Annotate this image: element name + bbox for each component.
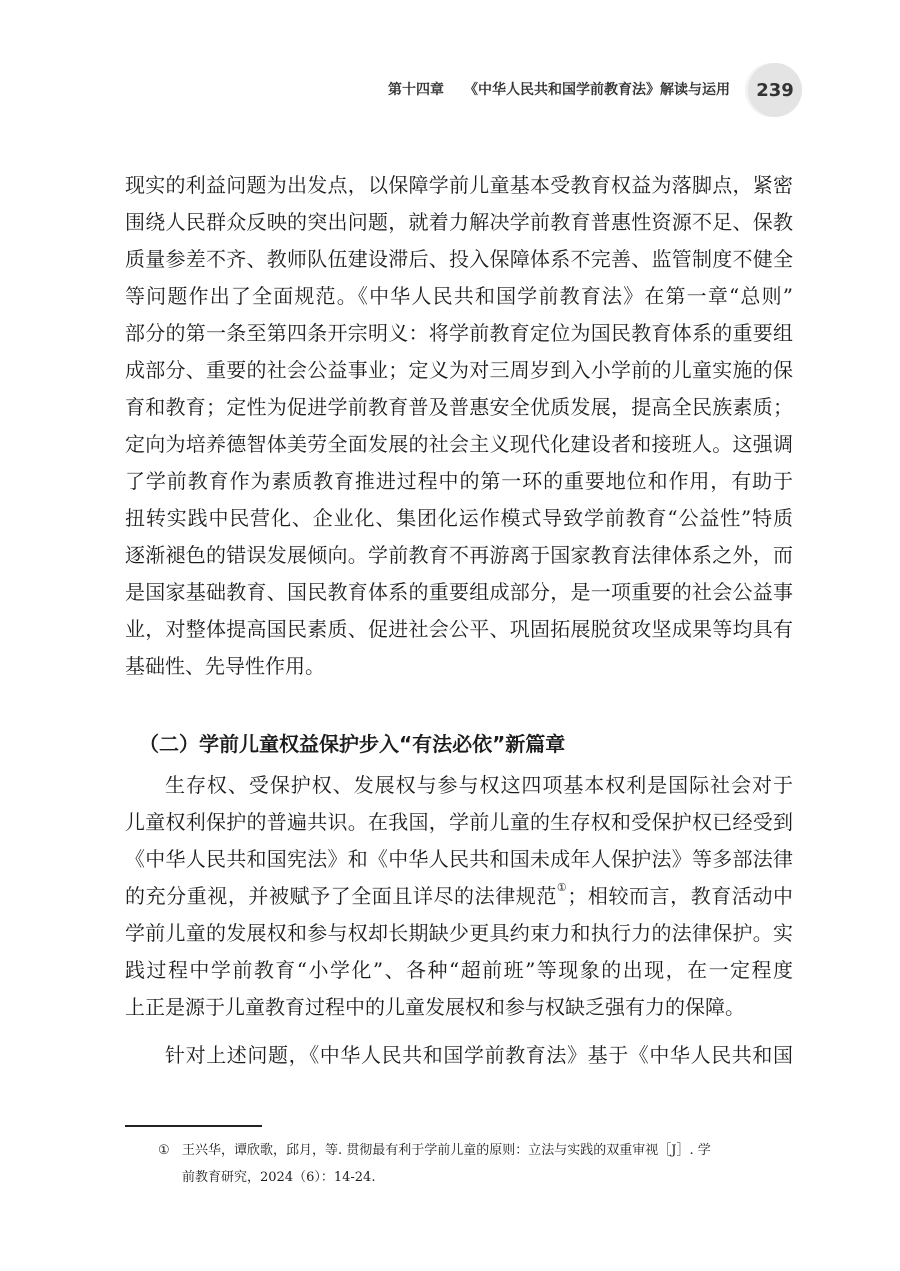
footnote [158,1137,794,1191]
running-header [330,79,730,99]
text-line: 成部分、重要的社会公益事业；定义为对三周岁到入小学前的儿童实施的保 [125,358,793,382]
text-line: 上正是源于儿童教育过程中的儿童发展权和参与权缺乏强有力的保障。 [125,995,745,1019]
text-line: 是国家基础教育、国民教育体系的重要组成部分，是一项重要的社会公益事 [125,580,793,604]
text-line: 等问题作出了全面规范。《中华人民共和国学前教育法》在第一章“总则” [125,284,793,308]
footnote-line: 前教育研究，2024（6）：14-24. [182,1170,376,1185]
section-heading: （二）学前儿童权益保护步入“有法必依”新篇章 [139,732,566,756]
text-line: 生存权、受保护权、发展权与参与权这四项基本权利是国际社会对于 [165,773,793,797]
paragraph-2 [125,767,793,1026]
footnote-line: 王兴华，谭欣歌，邱月，等. 贯彻最有利于学前儿童的原则：立法与实践的双重审视［J］. 学 [182,1143,711,1158]
paragraph-1 [125,167,793,685]
text-line: 《中华人民共和国宪法》和《中华人民共和国未成年人保护法》等多部法律 [125,847,793,871]
text-segment: ；相较而言，教育活动中 [567,884,794,908]
page-number: 239 [748,63,802,117]
footnote-divider [125,1125,262,1127]
body-text [125,167,793,1074]
text-line: 学前儿童的发展权和参与权却长期缺少更具约束力和执行力的法律保护。实 [125,921,793,945]
text-line: 部分的第一条至第四条开宗明义：将学前教育定位为国民教育体系的重要组 [125,321,793,345]
text-line: 质量参差不齐、教师队伍建设滞后、投入保障体系不完善、监管制度不健全 [125,247,793,271]
text-segment: 的充分重视，并被赋予了全面且详尽的法律规范 [125,884,557,908]
text-line: 了学前教育作为素质教育推进过程中的第一环的重要地位和作用，有助于 [125,469,793,493]
paragraph-3 [125,1037,793,1074]
chapter-label: 第十四章 [388,82,444,98]
text-line: 围绕人民群众反映的突出问题，就着力解决学前教育普惠性资源不足、保教 [125,210,793,234]
chapter-title: 《中华人民共和国学前教育法》解读与运用 [464,82,730,98]
text-line: 扭转实践中民营化、企业化、集团化运作模式导致学前教育“公益性”特质 [125,506,793,530]
text-line: 业，对整体提高国民素质、促进社会公平、巩固拓展脱贫攻坚成果等均具有 [125,617,793,641]
text-line: 基础性、先导性作用。 [125,654,325,678]
text-line: 儿童权利保护的普遍共识。在我国，学前儿童的生存权和受保护权已经受到 [125,810,793,834]
text-line: 现实的利益问题为出发点，以保障学前儿童基本受教育权益为落脚点，紧密 [125,173,793,197]
text-line [125,878,793,915]
text-line: 针对上述问题，《中华人民共和国学前教育法》基于《中华人民共和国 [165,1043,793,1067]
footnote-reference: ① [556,881,568,894]
footnote-mark: ① [158,1143,170,1158]
text-line: 育和教育；定性为促进学前教育普及普惠安全优质发展，提高全民族素质； [125,395,793,419]
text-line: 定向为培养德智体美劳全面发展的社会主义现代化建设者和接班人。这强调 [125,432,793,456]
text-line: 逐渐褪色的错误发展倾向。学前教育不再游离于国家教育法律体系之外，而 [125,543,793,567]
text-line: 践过程中学前教育“小学化”、各种“超前班”等现象的出现，在一定程度 [125,958,793,982]
